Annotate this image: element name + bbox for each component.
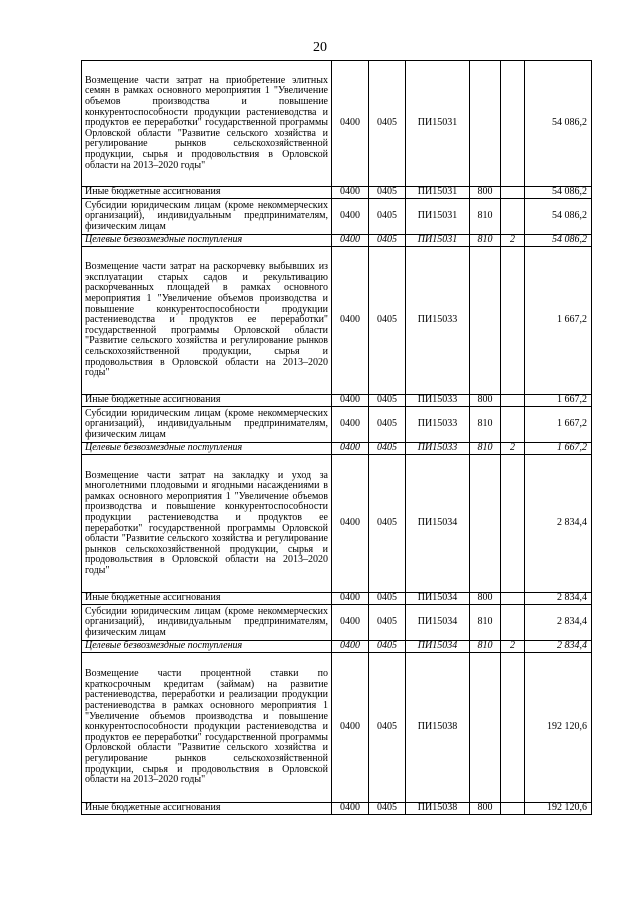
row-description: Иные бюджетные ассигнования	[82, 187, 332, 199]
row-description: Возмещение части процентной ставки по краткосрочным кредитам (займам) на развитие растениеводства, переработки и реализации продукции растениеводства в рамках основного мероприятия 1 "Увеличение объемов производства и повышение конкурентоспособности продукции растениеводства и продуктов ее переработки" государственной программы Орловской области "Развитие сельского хозяйства и регулирование рынков сельскохозяйственной продукции, сырья и продовольствия в Орловской области на 2013–2020 годы"	[82, 653, 332, 803]
source-code	[501, 407, 525, 443]
amount-value: 1 667,2	[525, 395, 592, 407]
subsection-code: 0405	[369, 235, 406, 247]
section-code: 0400	[332, 593, 369, 605]
table-row	[82, 407, 592, 443]
section-code: 0400	[332, 653, 369, 803]
table-row	[82, 199, 592, 235]
amount-value: 192 120,6	[525, 803, 592, 815]
target-item-code: ПИ15031	[406, 235, 470, 247]
expense-type-code: 810	[470, 605, 501, 641]
target-item-code: ПИ15033	[406, 395, 470, 407]
source-code	[501, 395, 525, 407]
row-description: Субсидии юридическим лицам (кроме некоммерческих организаций), индивидуальным предпринимателям, физическим лицам	[82, 407, 332, 443]
source-code: 2	[501, 443, 525, 455]
table-row	[82, 395, 592, 407]
target-item-code: ПИ15034	[406, 605, 470, 641]
row-description: Иные бюджетные ассигнования	[82, 803, 332, 815]
amount-value: 2 834,4	[525, 641, 592, 653]
subsection-code: 0405	[369, 199, 406, 235]
row-description: Иные бюджетные ассигнования	[82, 395, 332, 407]
section-code: 0400	[332, 443, 369, 455]
section-code: 0400	[332, 455, 369, 593]
subsection-code: 0405	[369, 61, 406, 187]
target-item-code: ПИ15038	[406, 653, 470, 803]
source-code	[501, 199, 525, 235]
expense-type-code	[470, 61, 501, 187]
table-row	[82, 641, 592, 653]
amount-value: 54 086,2	[525, 187, 592, 199]
table-row	[82, 443, 592, 455]
section-code: 0400	[332, 187, 369, 199]
section-code: 0400	[332, 395, 369, 407]
target-item-code: ПИ15033	[406, 407, 470, 443]
target-item-code: ПИ15031	[406, 199, 470, 235]
subsection-code: 0405	[369, 593, 406, 605]
subsection-code: 0405	[369, 641, 406, 653]
section-code: 0400	[332, 61, 369, 187]
subsection-code: 0405	[369, 247, 406, 395]
expense-type-code: 800	[470, 395, 501, 407]
row-description: Целевые безвозмездные поступления	[82, 443, 332, 455]
target-item-code: ПИ15034	[406, 641, 470, 653]
section-code: 0400	[332, 803, 369, 815]
page-number: 20	[313, 40, 327, 55]
section-code: 0400	[332, 407, 369, 443]
source-code	[501, 653, 525, 803]
target-item-code: ПИ15033	[406, 247, 470, 395]
source-code: 2	[501, 641, 525, 653]
subsection-code: 0405	[369, 395, 406, 407]
source-code	[501, 247, 525, 395]
source-code	[501, 61, 525, 187]
target-item-code: ПИ15033	[406, 443, 470, 455]
amount-value: 54 086,2	[525, 235, 592, 247]
subsection-code: 0405	[369, 407, 406, 443]
amount-value: 192 120,6	[525, 653, 592, 803]
target-item-code: ПИ15034	[406, 455, 470, 593]
section-code: 0400	[332, 199, 369, 235]
subsection-code: 0405	[369, 653, 406, 803]
table-row	[82, 455, 592, 593]
source-code	[501, 187, 525, 199]
amount-value: 54 086,2	[525, 61, 592, 187]
expense-type-code: 810	[470, 641, 501, 653]
table-row	[82, 247, 592, 395]
table-row	[82, 653, 592, 803]
target-item-code: ПИ15031	[406, 187, 470, 199]
source-code	[501, 593, 525, 605]
expense-type-code: 800	[470, 803, 501, 815]
table-row	[82, 803, 592, 815]
amount-value: 1 667,2	[525, 247, 592, 395]
source-code	[501, 605, 525, 641]
target-item-code: ПИ15038	[406, 803, 470, 815]
subsection-code: 0405	[369, 443, 406, 455]
expense-type-code	[470, 455, 501, 593]
expense-type-code: 800	[470, 593, 501, 605]
expense-type-code: 800	[470, 187, 501, 199]
subsection-code: 0405	[369, 187, 406, 199]
row-description: Возмещение части затрат на приобретение элитных семян в рамках основного мероприятия 1 "Увеличение объемов производства и повышение конкурентоспособности продукции растениеводства и продуктов ее переработки" государственной программы Орловской области "Развитие сельского хозяйства и регулирование рынков сельскохозяйственной продукции, сырья и продовольствия в Орловской области на 2013–2020 годы"	[82, 61, 332, 187]
target-item-code: ПИ15031	[406, 61, 470, 187]
expense-type-code: 810	[470, 199, 501, 235]
amount-value: 54 086,2	[525, 199, 592, 235]
section-code: 0400	[332, 235, 369, 247]
table-row	[82, 187, 592, 199]
row-description: Целевые безвозмездные поступления	[82, 235, 332, 247]
amount-value: 2 834,4	[525, 593, 592, 605]
row-description: Возмещение части затрат на закладку и уход за многолетними плодовыми и ягодными насаждениями в рамках основного мероприятия 1 "Увеличение объемов производства и повышение конкурентоспособности продукции растениеводства и продуктов ее переработки" государственной программы Орловской области "Развитие сельского хозяйства и регулирование рынков сельскохозяйственной продукции, сырья и продовольствия в Орловской области на 2013–2020 годы"	[82, 455, 332, 593]
amount-value: 2 834,4	[525, 455, 592, 593]
source-code	[501, 803, 525, 815]
table-row	[82, 235, 592, 247]
section-code: 0400	[332, 641, 369, 653]
row-description: Целевые безвозмездные поступления	[82, 641, 332, 653]
budget-table	[81, 60, 592, 815]
source-code	[501, 455, 525, 593]
table-row	[82, 61, 592, 187]
target-item-code: ПИ15034	[406, 593, 470, 605]
row-description: Субсидии юридическим лицам (кроме некоммерческих организаций), индивидуальным предпринимателям, физическим лицам	[82, 199, 332, 235]
expense-type-code	[470, 247, 501, 395]
subsection-code: 0405	[369, 455, 406, 593]
section-code: 0400	[332, 247, 369, 395]
amount-value: 1 667,2	[525, 443, 592, 455]
table-row	[82, 593, 592, 605]
table-row	[82, 605, 592, 641]
expense-type-code: 810	[470, 407, 501, 443]
expense-type-code	[470, 653, 501, 803]
expense-type-code: 810	[470, 443, 501, 455]
subsection-code: 0405	[369, 803, 406, 815]
source-code: 2	[501, 235, 525, 247]
row-description: Возмещение части затрат на раскорчевку выбывших из эксплуатации старых садов и рекультивацию раскорчеванных площадей в рамках основного мероприятия 1 "Увеличение объемов производства и повышение конкурентоспособности продукции растениеводства и продуктов ее переработки" государственной программы Орловской области "Развитие сельского хозяйства и регулирование рынков сельскохозяйственной продукции, сырья и продовольствия в Орловской области на 2013–2020 годы"	[82, 247, 332, 395]
row-description: Субсидии юридическим лицам (кроме некоммерческих организаций), индивидуальным предпринимателям, физическим лицам	[82, 605, 332, 641]
table-body	[82, 61, 592, 815]
subsection-code: 0405	[369, 605, 406, 641]
row-description: Иные бюджетные ассигнования	[82, 593, 332, 605]
section-code: 0400	[332, 605, 369, 641]
expense-type-code: 810	[470, 235, 501, 247]
amount-value: 2 834,4	[525, 605, 592, 641]
amount-value: 1 667,2	[525, 407, 592, 443]
